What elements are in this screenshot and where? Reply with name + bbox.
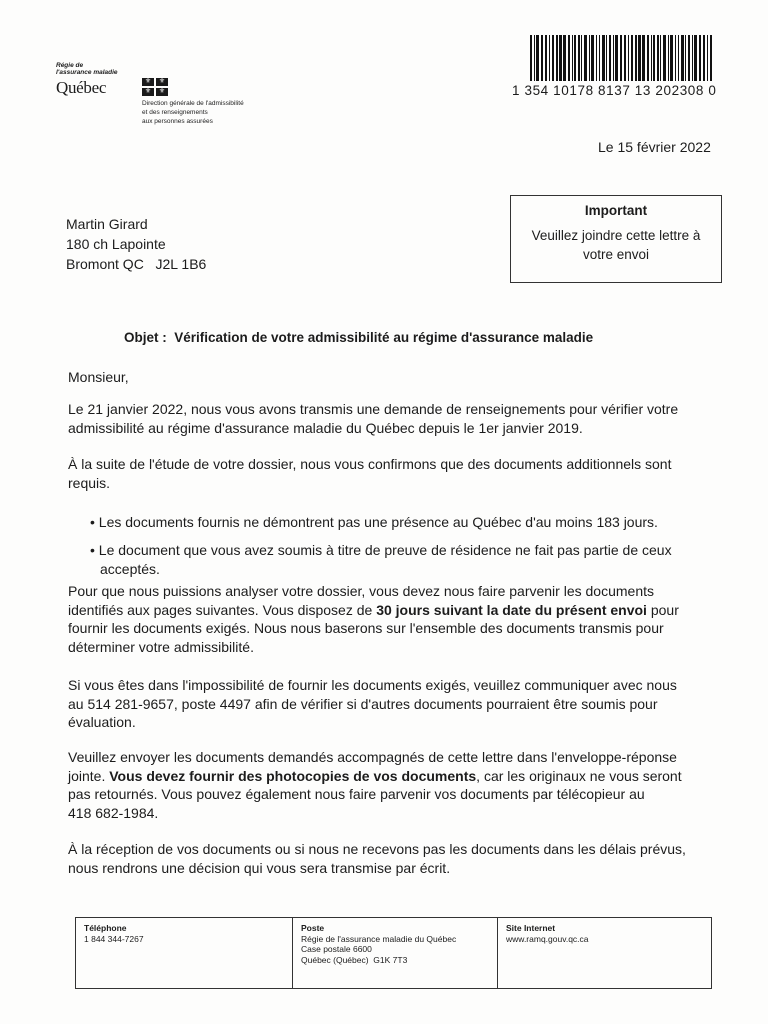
barcode-graphic xyxy=(530,35,716,81)
barcode-bar xyxy=(536,35,539,81)
text-line: Le 21 janvier 2022, nous vous avons transmis une demande de renseignements pour vérifier votre xyxy=(68,401,679,417)
barcode-bar xyxy=(631,35,633,81)
barcode-bar xyxy=(635,35,637,81)
web-label: Site Internet xyxy=(506,923,556,933)
mail-line: Case postale 6600 xyxy=(301,944,372,954)
barcode-bar xyxy=(574,35,576,81)
letterhead-regie-line1: Régie de xyxy=(56,62,84,69)
letterhead-regie xyxy=(56,62,118,76)
text-line: 418 682-1984. xyxy=(68,804,159,821)
barcode-bar xyxy=(624,35,626,81)
recipient-name: Martin Girard xyxy=(66,216,148,232)
text-line: évaluation. xyxy=(68,714,136,730)
barcode-bar xyxy=(534,35,535,81)
mail-label: Poste xyxy=(301,923,325,933)
footer-phone xyxy=(76,918,293,988)
text-span: pour xyxy=(646,601,679,618)
subject-line: Objet : Vérification de votre admissibilité au régime d'assurance maladie xyxy=(124,330,594,345)
barcode-bar xyxy=(681,35,684,81)
important-title: Important xyxy=(584,203,648,218)
barcode-bar xyxy=(589,35,590,81)
phone-number: 1 844 344-7267 xyxy=(84,933,144,944)
barcode-bar xyxy=(653,35,655,81)
paragraph-5 xyxy=(68,748,708,822)
text-line xyxy=(68,601,708,620)
text-span: identifiés aux pages suivantes. Vous disposez de xyxy=(68,601,377,618)
barcode-bar xyxy=(685,35,686,81)
barcode-bar xyxy=(688,35,690,81)
barcode-bar xyxy=(675,35,676,81)
barcode-bar xyxy=(596,35,597,81)
text-span: jointe. xyxy=(68,767,110,784)
salutation: Monsieur, xyxy=(68,369,129,385)
barcode-bar xyxy=(572,35,573,81)
barcode-bar xyxy=(694,35,697,81)
mail-line: Québec (Québec) G1K 7T3 xyxy=(301,954,408,965)
barcode-bar xyxy=(663,35,666,81)
paragraph-2 xyxy=(68,455,708,492)
text-line: Si vous êtes dans l'impossibilité de fournir les documents exigés, veuillez communiquer avec nous xyxy=(68,677,677,693)
bullet-item xyxy=(90,513,710,532)
quebec-flag-logo: ⚜ ⚜ ⚜ ⚜ xyxy=(142,78,168,96)
direction-line: Direction générale de l'admissibilité xyxy=(142,100,244,107)
barcode-bar xyxy=(615,35,618,81)
barcode-bar xyxy=(552,35,554,81)
barcode-bar xyxy=(710,35,712,81)
barcode-bar xyxy=(584,35,587,81)
letterhead-quebec: Québec xyxy=(56,78,107,97)
barcode-bar xyxy=(613,35,614,81)
letter-date: Le 15 février 2022 xyxy=(598,139,711,155)
text-line: Veuillez envoyer les documents demandés accompagnés de cette lettre dans l'enveloppe-réponse xyxy=(68,749,677,765)
paragraph-6 xyxy=(68,840,708,877)
barcode-bar xyxy=(568,35,570,81)
important-text: Veuillez joindre cette lettre à votre envoi xyxy=(531,228,701,262)
barcode-bar xyxy=(602,35,605,81)
text-line: À la suite de l'étude de votre dossier, nous vous confirmons que des documents additionnels sont xyxy=(68,456,672,472)
bold-deadline: 30 jours suivant la date du présent envoi xyxy=(376,601,647,618)
barcode-bar xyxy=(678,35,679,81)
barcode-bar xyxy=(642,35,645,81)
barcode-bar xyxy=(668,35,669,81)
text-line: pas retournés. Vous pouvez également nous faire parvenir vos documents par télécopieur au xyxy=(68,786,645,802)
barcode-bar xyxy=(657,35,659,81)
paragraph-4 xyxy=(68,676,708,732)
paragraph-1 xyxy=(68,400,708,437)
barcode-bar xyxy=(556,35,558,81)
barcode-bar xyxy=(581,35,582,81)
barcode-bar xyxy=(549,35,550,81)
direction-line: aux personnes assurées xyxy=(142,118,213,125)
text-line: nous rendrons une décision qui vous sera transmise par écrit. xyxy=(68,859,451,876)
barcode-bar xyxy=(609,35,611,81)
footer-mail xyxy=(293,918,498,988)
bullet-item xyxy=(90,541,710,578)
contact-footer xyxy=(75,917,712,989)
barcode-bar xyxy=(563,35,566,81)
direction-line: et des renseignements xyxy=(142,109,208,116)
barcode-bar xyxy=(699,35,701,81)
barcode-bar xyxy=(638,35,641,81)
recipient-address xyxy=(66,214,206,274)
paragraph-3 xyxy=(68,582,708,656)
barcode-number: 1 354 10178 8137 13 202308 0 xyxy=(512,83,717,98)
barcode-bar xyxy=(578,35,580,81)
recipient-city: Bromont QC J2L 1B6 xyxy=(66,256,207,272)
text-line: • Les documents fournis ne démontrent pas une présence au Québec d'au moins 183 jours. xyxy=(90,514,658,530)
barcode-bar xyxy=(628,35,629,81)
letterhead-direction xyxy=(142,99,244,126)
important-box xyxy=(510,195,722,283)
mail-line: Régie de l'assurance maladie du Québec xyxy=(301,933,457,944)
text-line: À la réception de vos documents ou si nous ne recevons pas les documents dans les délais prévus, xyxy=(68,841,686,857)
barcode-bar xyxy=(559,35,562,81)
phone-label: Téléphone xyxy=(84,923,127,933)
barcode-bar xyxy=(647,35,649,81)
text-line: fournir les documents exigés. Nous nous baserons sur l'ensemble des documents transmis pour xyxy=(68,620,664,636)
text-line: requis. xyxy=(68,474,111,491)
letterhead-regie-line2: l'assurance maladie xyxy=(56,69,118,76)
barcode-bar xyxy=(530,35,532,81)
barcode-bar xyxy=(692,35,693,81)
text-line: au 514 281-9657, poste 4497 afin de vérifier si d'autres documents pourraient être soumis pour xyxy=(68,695,658,712)
text-line xyxy=(68,767,708,786)
barcode-bar xyxy=(545,35,547,81)
text-line: Pour que nous puissions analyser votre dossier, vous devez nous faire parvenir les documents xyxy=(68,583,654,599)
text-line: acceptés. xyxy=(100,560,160,577)
barcode-bar xyxy=(703,35,705,81)
barcode-bar xyxy=(620,35,622,81)
barcode-bar xyxy=(591,35,594,81)
barcode-bar xyxy=(707,35,708,81)
website-link[interactable]: www.ramq.gouv.qc.ca xyxy=(506,933,589,944)
text-span: , car les originaux ne vous seront xyxy=(476,767,682,784)
footer-web xyxy=(498,918,711,988)
text-line: admissibilité au régime d'assurance maladie du Québec depuis le 1er janvier 2019. xyxy=(68,419,583,436)
recipient-street: 180 ch Lapointe xyxy=(66,236,166,252)
bold-photocopies: Vous devez fournir des photocopies de vos documents xyxy=(109,767,477,784)
barcode-bar xyxy=(660,35,661,81)
barcode-bar xyxy=(606,35,607,81)
barcode-bar xyxy=(651,35,652,81)
barcode-bar xyxy=(541,35,543,81)
barcode-bar xyxy=(599,35,600,81)
text-line: • Le document que vous avez soumis à titre de preuve de résidence ne fait pas partie de ceux xyxy=(90,542,672,558)
barcode-bar xyxy=(670,35,673,81)
text-line: déterminer votre admissibilité. xyxy=(68,638,254,655)
